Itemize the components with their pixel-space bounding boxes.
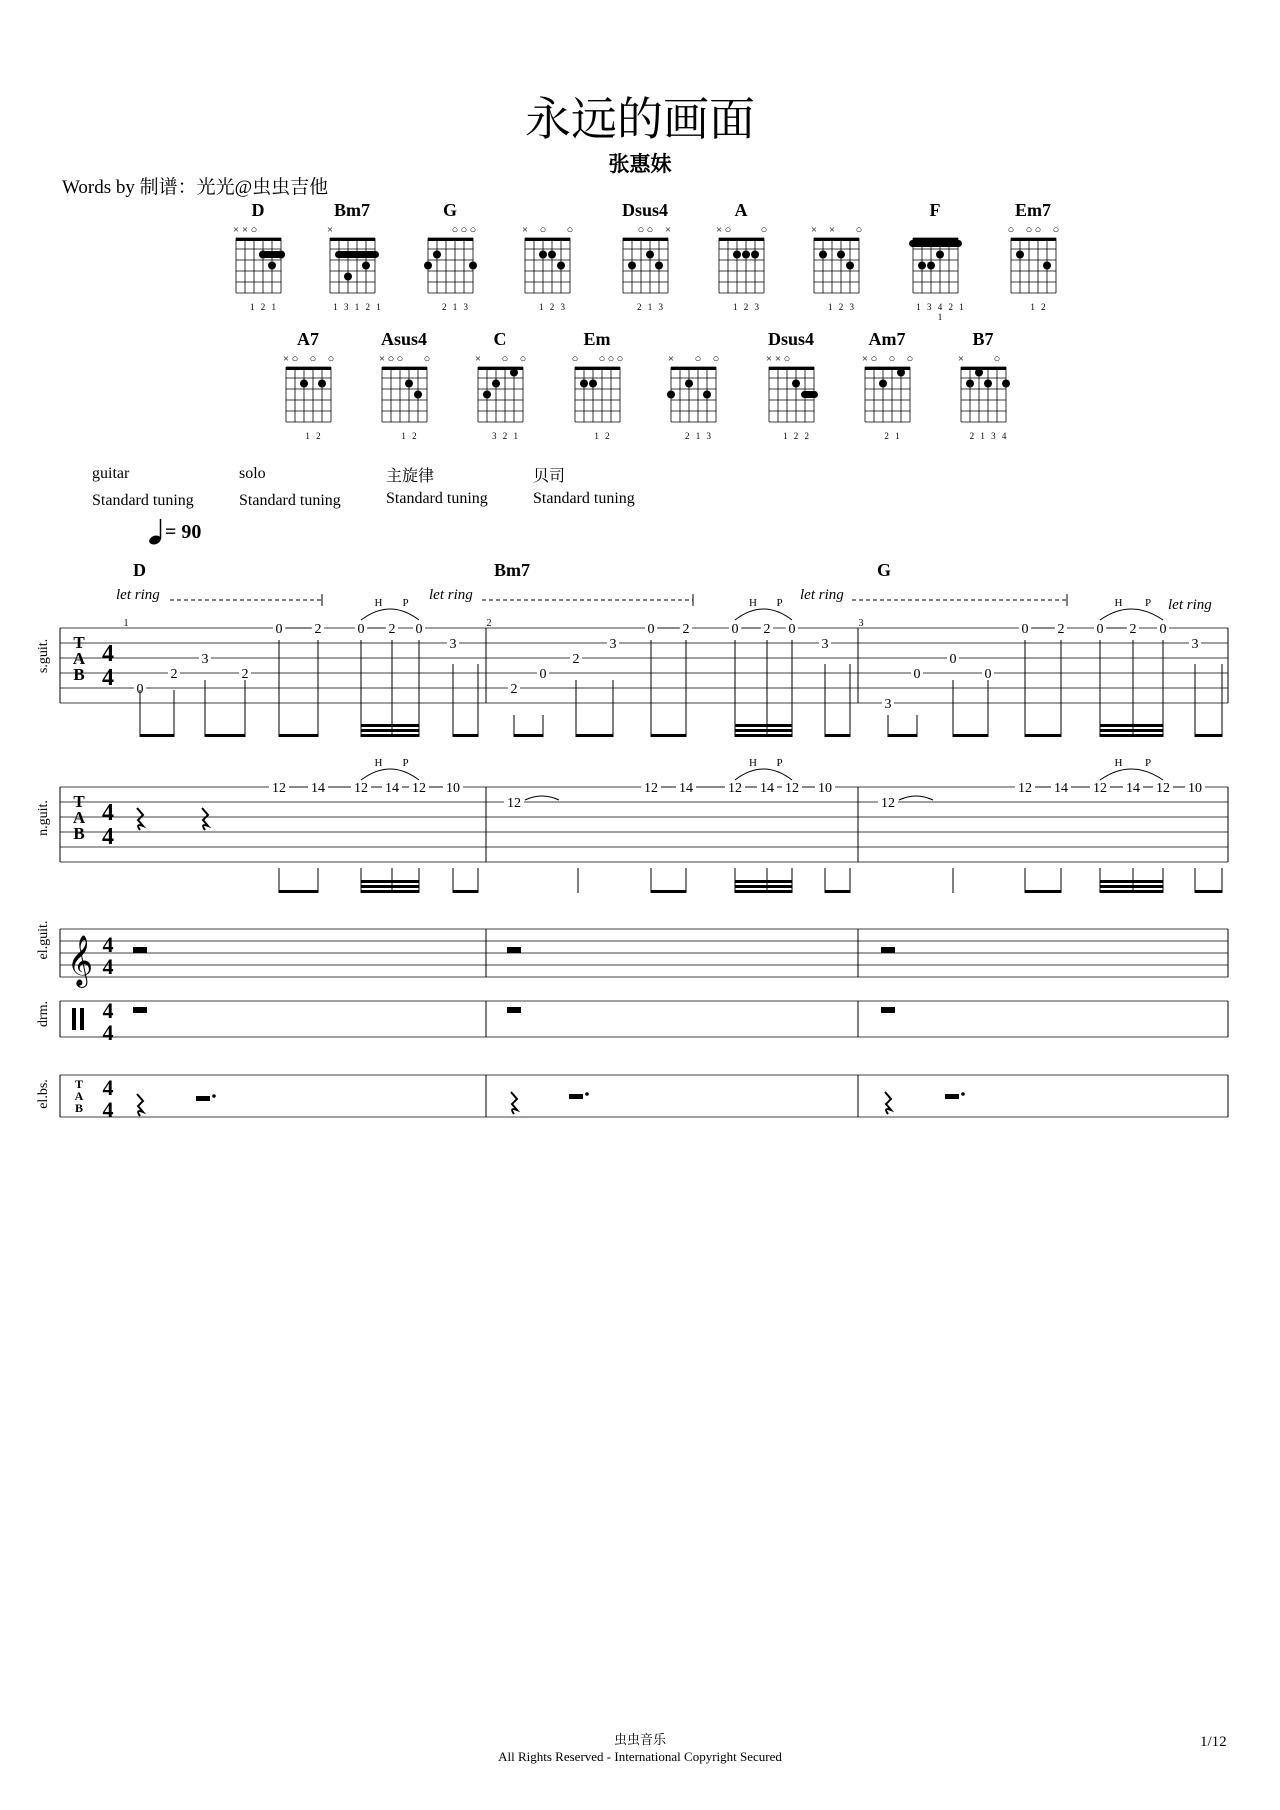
open-mark: ○ [637, 224, 645, 236]
tab-fret-number: 2 [241, 667, 249, 682]
beam [361, 890, 419, 893]
track-name: 主旋律 [386, 468, 435, 485]
half-rest [945, 1094, 959, 1099]
chord-fingering: 1 2 [401, 431, 419, 441]
artist-name: 张惠妹 [608, 152, 672, 176]
tab-fret-number: 2 [314, 622, 322, 637]
mute-mark: × [715, 224, 723, 236]
open-mark: ○ [993, 353, 1001, 365]
beam [651, 890, 686, 893]
chord-fingering: 3 2 1 [492, 431, 520, 441]
track-name: guitar [92, 465, 130, 482]
tab-fret-number: 0 [1159, 622, 1167, 637]
open-mark: ○ [1025, 224, 1033, 236]
chord-fingering: 1 2 [1030, 302, 1048, 312]
half-rest [569, 1094, 583, 1099]
tab-fret-number: 14 [760, 781, 774, 796]
beam [1100, 729, 1163, 732]
time-signature: 4 [102, 665, 114, 691]
beam [651, 734, 686, 737]
tab-fret-number: 12 [412, 781, 426, 796]
track-name: 贝司 [533, 468, 566, 485]
open-mark: ○ [396, 353, 404, 365]
tab-fret-number: 10 [818, 781, 832, 796]
tab-fret-number: 2 [510, 682, 518, 697]
open-mark: ○ [607, 353, 615, 365]
tie [525, 796, 559, 800]
mute-mark: × [667, 353, 675, 365]
mute-mark: × [474, 353, 482, 365]
footer-publisher: 虫虫音乐 [613, 1733, 666, 1748]
tab-fret-number: 12 [1018, 781, 1032, 796]
tab-clef-letter: B [74, 1101, 84, 1115]
beam [453, 734, 478, 737]
whole-rest [881, 1007, 895, 1013]
time-signature: 4 [102, 800, 114, 826]
tab-fret-number: 0 [1096, 622, 1104, 637]
chord-fingering: 1 2 [305, 431, 323, 441]
tab-fret-number: 2 [572, 652, 580, 667]
whole-rest [507, 947, 521, 953]
hammer-on-mark: H [374, 757, 383, 769]
system-chord-name: Bm7 [494, 560, 530, 580]
tab-fret-number: 12 [507, 796, 521, 811]
open-mark: ○ [906, 353, 914, 365]
tab-fret-number: 14 [385, 781, 399, 796]
beam [279, 734, 318, 737]
open-mark: ○ [694, 353, 702, 365]
beam [735, 885, 792, 888]
quarter-rest [202, 808, 208, 830]
chord-name: B7 [972, 329, 994, 349]
chord-fingering: 1 3 4 2 1 1 [916, 302, 966, 322]
chord-name: Am7 [868, 329, 906, 349]
tab-fret-number: 0 [275, 622, 283, 637]
system-chord-name: D [133, 560, 146, 580]
track-tuning: Standard tuning [239, 492, 341, 509]
mute-mark: × [521, 224, 529, 236]
tab-fret-number: 14 [1126, 781, 1140, 796]
open-mark: ○ [646, 224, 654, 236]
beam [953, 734, 988, 737]
system-chord-name: G [877, 560, 892, 580]
tab-fret-number: 0 [136, 682, 144, 697]
slur [735, 769, 792, 780]
open-mark: ○ [760, 224, 768, 236]
open-mark: ○ [888, 353, 896, 365]
beam [453, 890, 478, 893]
beam [1100, 885, 1163, 888]
tab-fret-number: 10 [1188, 781, 1202, 796]
dot [212, 1094, 216, 1098]
pull-off-mark: P [776, 597, 783, 609]
let-ring-label: let ring [1168, 597, 1212, 613]
song-title: 永远的画面 [525, 92, 755, 146]
time-signature: 4 [102, 824, 114, 850]
slur [1100, 609, 1163, 620]
chord-fingering: 2 1 3 [442, 302, 470, 312]
staff-label-drums: drm. [36, 1000, 51, 1028]
tab-fret-number: 0 [357, 622, 365, 637]
dot [961, 1092, 965, 1096]
open-mark: ○ [423, 353, 431, 365]
tab-fret-number: 0 [788, 622, 796, 637]
mute-mark: × [326, 224, 334, 236]
slur [361, 609, 419, 620]
slur [361, 769, 419, 780]
tab-fret-number: 0 [415, 622, 423, 637]
chord-name: A [734, 200, 748, 220]
chord-name: Asus4 [380, 329, 428, 349]
tab-fret-number: 10 [446, 781, 460, 796]
beam [140, 734, 174, 737]
chord-fingering: 1 2 1 [250, 302, 278, 312]
time-signature: 4 [102, 641, 114, 667]
let-ring-label: let ring [800, 587, 844, 603]
beam [576, 734, 613, 737]
open-mark: ○ [250, 224, 258, 236]
tab-clef-letter: T [73, 633, 85, 652]
mute-mark: × [241, 224, 249, 236]
pull-off-mark: P [1144, 757, 1152, 769]
chord-name: A7 [297, 329, 319, 349]
beam [825, 890, 850, 893]
chord-fingering: 2 1 3 [637, 302, 665, 312]
tab-fret-number: 2 [1129, 622, 1137, 637]
chord-fingering: 1 2 3 [828, 302, 856, 312]
beam [1100, 734, 1163, 737]
time-signature: 4 [102, 1097, 114, 1122]
quarter-rest [885, 1092, 891, 1114]
percussion-clef [80, 1008, 84, 1030]
mute-mark: × [232, 224, 240, 236]
tab-fret-number: 12 [1156, 781, 1170, 796]
open-mark: ○ [469, 224, 477, 236]
beam [1025, 890, 1061, 893]
tab-fret-number: 0 [984, 667, 992, 682]
hammer-on-mark: H [1114, 757, 1123, 769]
tab-fret-number: 14 [1054, 781, 1068, 796]
beam [279, 890, 318, 893]
track-tuning: Standard tuning [92, 492, 194, 509]
tab-fret-number: 3 [201, 652, 209, 667]
tab-fret-number: 3 [1191, 637, 1199, 652]
mute-mark: × [828, 224, 836, 236]
tab-fret-number: 3 [609, 637, 617, 652]
beam [1025, 734, 1061, 737]
beam [361, 885, 419, 888]
tab-fret-number: 12 [272, 781, 286, 796]
time-signature: 4 [102, 1020, 114, 1045]
tab-fret-number: 2 [388, 622, 396, 637]
tab-fret-number: 2 [1057, 622, 1065, 637]
tab-fret-number: 12 [1093, 781, 1107, 796]
hammer-on-mark: H [374, 597, 383, 609]
chord-name: Em [583, 329, 611, 349]
chord-name: Bm7 [334, 200, 370, 220]
open-mark: ○ [519, 353, 527, 365]
staff-label-n-guit: n.guit. [36, 800, 51, 836]
whole-rest [507, 1007, 521, 1013]
pull-off-mark: P [402, 597, 409, 609]
tempo-marking: = 90 [165, 521, 202, 543]
open-mark: ○ [1034, 224, 1042, 236]
hammer-on-mark: H [1114, 597, 1123, 609]
track-tuning: Standard tuning [386, 490, 488, 507]
tab-fret-number: 3 [884, 697, 892, 712]
tab-clef-letter: T [74, 1077, 84, 1091]
chord-fingering: 2 1 [884, 431, 902, 441]
open-mark: ○ [724, 224, 732, 236]
tab-fret-number: 2 [682, 622, 690, 637]
mute-mark: × [957, 353, 965, 365]
open-mark: ○ [539, 224, 547, 236]
quarter-rest [137, 1094, 143, 1116]
open-mark: ○ [1007, 224, 1015, 236]
time-signature: 4 [102, 998, 114, 1023]
track-tuning: Standard tuning [533, 490, 635, 507]
tie [899, 796, 933, 800]
chord-name: F [929, 200, 941, 220]
open-mark: ○ [327, 353, 335, 365]
chord-fingering: 2 1 3 [685, 431, 713, 441]
open-mark: ○ [291, 353, 299, 365]
tab-fret-number: 3 [449, 637, 457, 652]
beam [735, 890, 792, 893]
beam [735, 734, 792, 737]
chord-fingering: 1 2 [594, 431, 612, 441]
tab-fret-number: 12 [728, 781, 742, 796]
tab-fret-number: 14 [311, 781, 325, 796]
tab-clef-letter: A [72, 808, 86, 827]
beam [825, 734, 850, 737]
time-signature: 4 [102, 932, 114, 957]
open-mark: ○ [855, 224, 863, 236]
tab-clef-letter: B [73, 824, 85, 843]
measure-number: 3 [858, 618, 864, 629]
chord-fingering: 1 2 3 [733, 302, 761, 312]
tab-fret-number: 0 [647, 622, 655, 637]
measure-number: 2 [486, 618, 492, 629]
tab-fret-number: 0 [949, 652, 957, 667]
tab-fret-number: 14 [679, 781, 693, 796]
chord-fingering: 2 1 3 4 [969, 431, 1009, 441]
pull-off-mark: P [1144, 597, 1152, 609]
beam [735, 729, 792, 732]
chord-name: Dsus4 [767, 329, 815, 349]
open-mark: ○ [870, 353, 878, 365]
tab-clef-letter: A [74, 1089, 84, 1103]
track-name: solo [239, 465, 266, 482]
mute-mark: × [765, 353, 773, 365]
tab-fret-number: 12 [354, 781, 368, 796]
chord-fingering: 1 2 3 [539, 302, 567, 312]
beam [735, 880, 792, 883]
tab-fret-number: 2 [763, 622, 771, 637]
staff-label-el-guit: el.guit. [36, 920, 51, 960]
open-mark: ○ [460, 224, 468, 236]
beam [361, 724, 419, 727]
mute-mark: × [282, 353, 290, 365]
tab-fret-number: 0 [1021, 622, 1029, 637]
page-number: 1/12 [1200, 1734, 1227, 1750]
dot [585, 1092, 589, 1096]
let-ring-label: let ring [116, 587, 160, 603]
percussion-clef [72, 1008, 76, 1030]
chord-name: Dsus4 [621, 200, 669, 220]
chord-name: Em7 [1015, 200, 1051, 220]
tab-fret-number: 12 [785, 781, 799, 796]
beam [205, 734, 245, 737]
quarter-rest [511, 1092, 517, 1114]
beam [514, 734, 543, 737]
open-mark: ○ [566, 224, 574, 236]
mute-mark: × [861, 353, 869, 365]
beam [1195, 734, 1222, 737]
chord-fingering: 1 2 2 [783, 431, 811, 441]
let-ring-label: let ring [429, 587, 473, 603]
tab-fret-number: 0 [539, 667, 547, 682]
whole-rest [133, 1007, 147, 1013]
tab-clef-letter: T [73, 792, 85, 811]
pull-off-mark: P [402, 757, 409, 769]
chord-fingering: 1 3 1 2 1 [333, 302, 383, 312]
beam [361, 734, 419, 737]
slur [735, 609, 792, 620]
tab-fret-number: 2 [170, 667, 178, 682]
measure-number: 1 [123, 618, 129, 629]
chord-name: C [493, 329, 507, 349]
open-mark: ○ [712, 353, 720, 365]
mute-mark: × [664, 224, 672, 236]
whole-rest [133, 947, 147, 953]
time-signature: 4 [102, 1075, 114, 1100]
time-signature: 4 [102, 954, 114, 979]
open-mark: ○ [501, 353, 509, 365]
footer-copyright: All Rights Reserved - International Copyright Secured [498, 1749, 782, 1764]
tab-clef-letter: A [72, 649, 86, 668]
hammer-on-mark: H [749, 757, 757, 769]
beam [361, 729, 419, 732]
beam [888, 734, 917, 737]
beam [1100, 724, 1163, 727]
chord-name: D [251, 200, 265, 220]
open-mark: ○ [598, 353, 606, 365]
slur [1100, 769, 1163, 780]
tab-fret-number: 3 [821, 637, 829, 652]
staff-label-el-bass: el.bs. [36, 1079, 51, 1109]
tab-fret-number: 0 [731, 622, 739, 637]
open-mark: ○ [451, 224, 459, 236]
beam [1100, 890, 1163, 893]
beam [1195, 890, 1222, 893]
mute-mark: × [378, 353, 386, 365]
open-mark: ○ [387, 353, 395, 365]
chord-name: G [442, 200, 457, 220]
beam [735, 724, 792, 727]
pull-off-mark: P [776, 757, 783, 769]
quarter-rest [137, 808, 143, 830]
tab-clef-letter: B [73, 665, 85, 684]
hammer-on-mark: H [749, 597, 757, 609]
open-mark: ○ [1052, 224, 1060, 236]
tab-fret-number: 0 [913, 667, 921, 682]
mute-mark: × [810, 224, 818, 236]
open-mark: ○ [571, 353, 579, 365]
half-rest [196, 1096, 210, 1101]
credits-line: Words by 制谱：光光@虫虫吉他 [62, 177, 329, 198]
treble-clef: 𝄞 [66, 936, 94, 985]
tab-fret-number: 12 [644, 781, 658, 796]
open-mark: ○ [783, 353, 791, 365]
tab-fret-number: 12 [881, 796, 895, 811]
open-mark: ○ [309, 353, 317, 365]
mute-mark: × [774, 353, 782, 365]
whole-rest [881, 947, 895, 953]
beam [1100, 880, 1163, 883]
staff-label-s-guit: s.guit. [36, 638, 51, 674]
open-mark: ○ [616, 353, 624, 365]
beam [361, 880, 419, 883]
